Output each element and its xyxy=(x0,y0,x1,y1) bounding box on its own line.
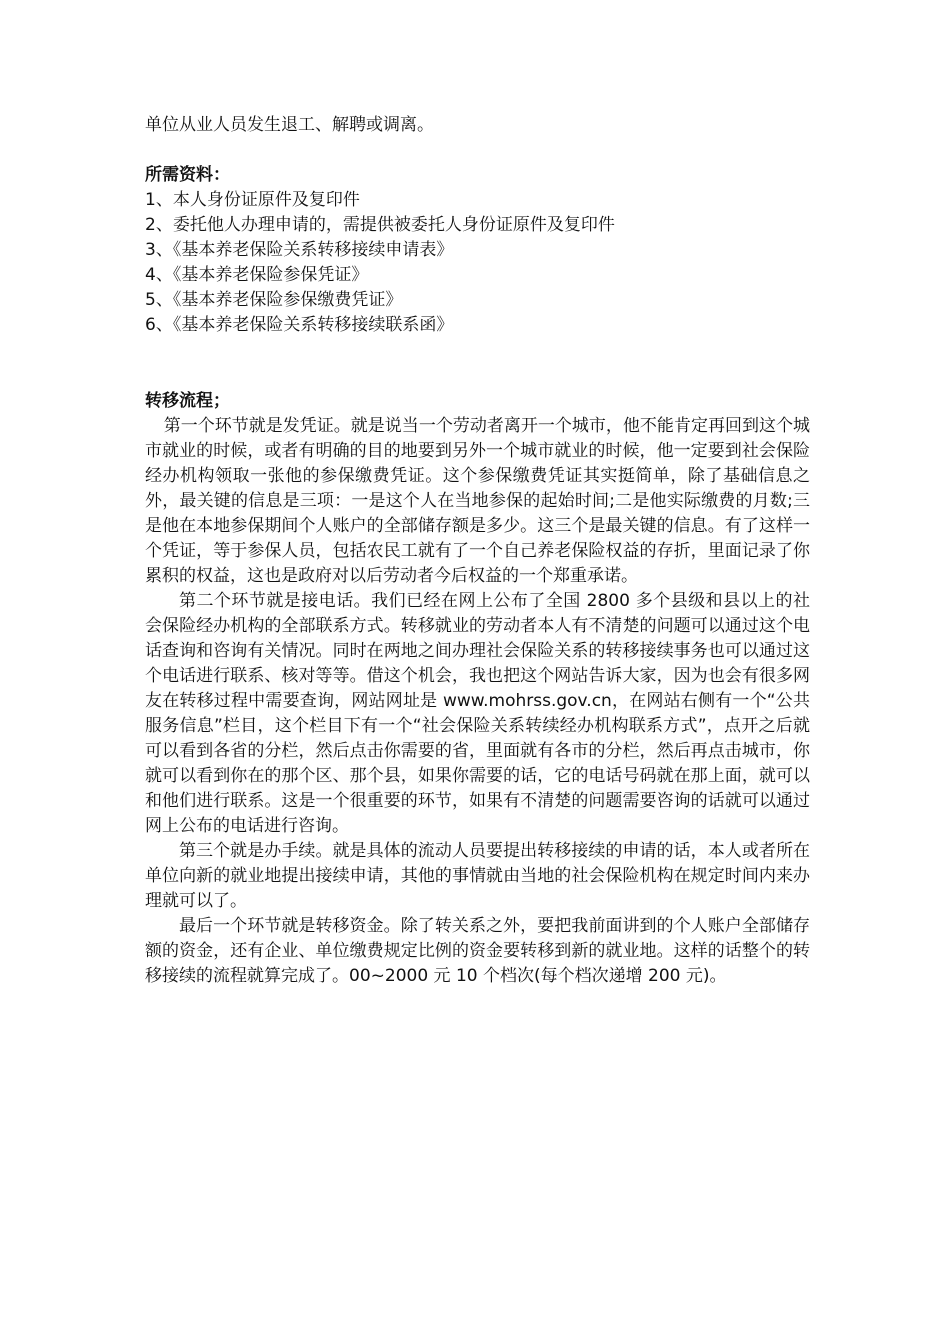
process-paragraph-3: 第三个就是办手续。就是具体的流动人员要提出转移接续的申请的话，本人或者所在单位向新的就业地提出接续申请，其他的事情就由当地的社会保险机构在规定时间内来办理就可以了。 xyxy=(145,841,810,911)
materials-heading: 所需资料： xyxy=(145,165,230,185)
document-body xyxy=(145,113,810,989)
spacer xyxy=(145,338,810,389)
process-heading: 转移流程； xyxy=(145,391,230,411)
process-paragraph-1: 第一个环节就是发凭证。就是说当一个劳动者离开一个城市，他不能肯定再回到这个城市就业的时候，或者有明确的目的地要到另外一个城市就业的时候，他一定要到社会保险经办机构领取一张他的参保缴费凭证。这个参保缴费凭证其实挺简单，除了基础信息之外，最关键的信息是三项：一是这个人在当地参保的起始时间;二是他实际缴费的月数;三是他在本地参保期间个人账户的全部储存额是多少。这三个是最关键的信息。有了这样一个凭证，等于参保人员，包括农民工就有了一个自己养老保险权益的存折，里面记录了你累积的权益，这也是政府对以后劳动者今后权益的一个郑重承诺。 xyxy=(145,416,810,586)
list-item: 5、《基本养老保险参保缴费凭证》 xyxy=(145,290,403,310)
intro-line: 单位从业人员发生退工、解聘或调离。 xyxy=(145,115,434,135)
list-item: 4、《基本养老保险参保凭证》 xyxy=(145,265,369,285)
list-item: 6、《基本养老保险关系转移接续联系函》 xyxy=(145,315,454,335)
spacer xyxy=(145,138,810,163)
materials-section xyxy=(145,163,810,338)
process-paragraph-2: 第二个环节就是接电话。我们已经在网上公布了全国 2800 多个县级和县以上的社会保险经办机构的全部联系方式。转移就业的劳动者本人有不清楚的问题可以通过这个电话查询和咨询有关情况。同时在两地之间办理社会保险关系的转移接续事务也可以通过这个电话进行联系、核对等等。借这个机会，我也把这个网站告诉大家，因为也会有很多网友在转移过程中需要查询，网站网址是 www.mohrss.gov.cn，在网站右侧有一个“公共服务信息”栏目，这个栏目下有一个“社会保险关系转续经办机构联系方式”，点开之后就可以看到各省的分栏，然后点击你需要的省，里面就有各市的分栏，然后再点击城市，你就可以看到你在的那个区、那个县，如果你需要的话，它的电话号码就在那上面，就可以和他们进行联系。这是一个很重要的环节，如果有不清楚的问题需要咨询的话就可以通过网上公布的电话进行咨询。 xyxy=(145,591,810,836)
process-section xyxy=(145,389,810,989)
process-paragraph-4: 最后一个环节就是转移资金。除了转关系之外，要把我前面讲到的个人账户全部储存额的资金，还有企业、单位缴费规定比例的资金要转移到新的就业地。这样的话整个的转移接续的流程就算完成了。00~2000 元 10 个档次(每个档次递增 200 元)。 xyxy=(145,916,810,986)
materials-list xyxy=(145,188,810,338)
list-item: 1、本人身份证原件及复印件 xyxy=(145,190,360,210)
list-item: 3、《基本养老保险关系转移接续申请表》 xyxy=(145,240,454,260)
list-item: 2、委托他人办理申请的，需提供被委托人身份证原件及复印件 xyxy=(145,215,615,235)
